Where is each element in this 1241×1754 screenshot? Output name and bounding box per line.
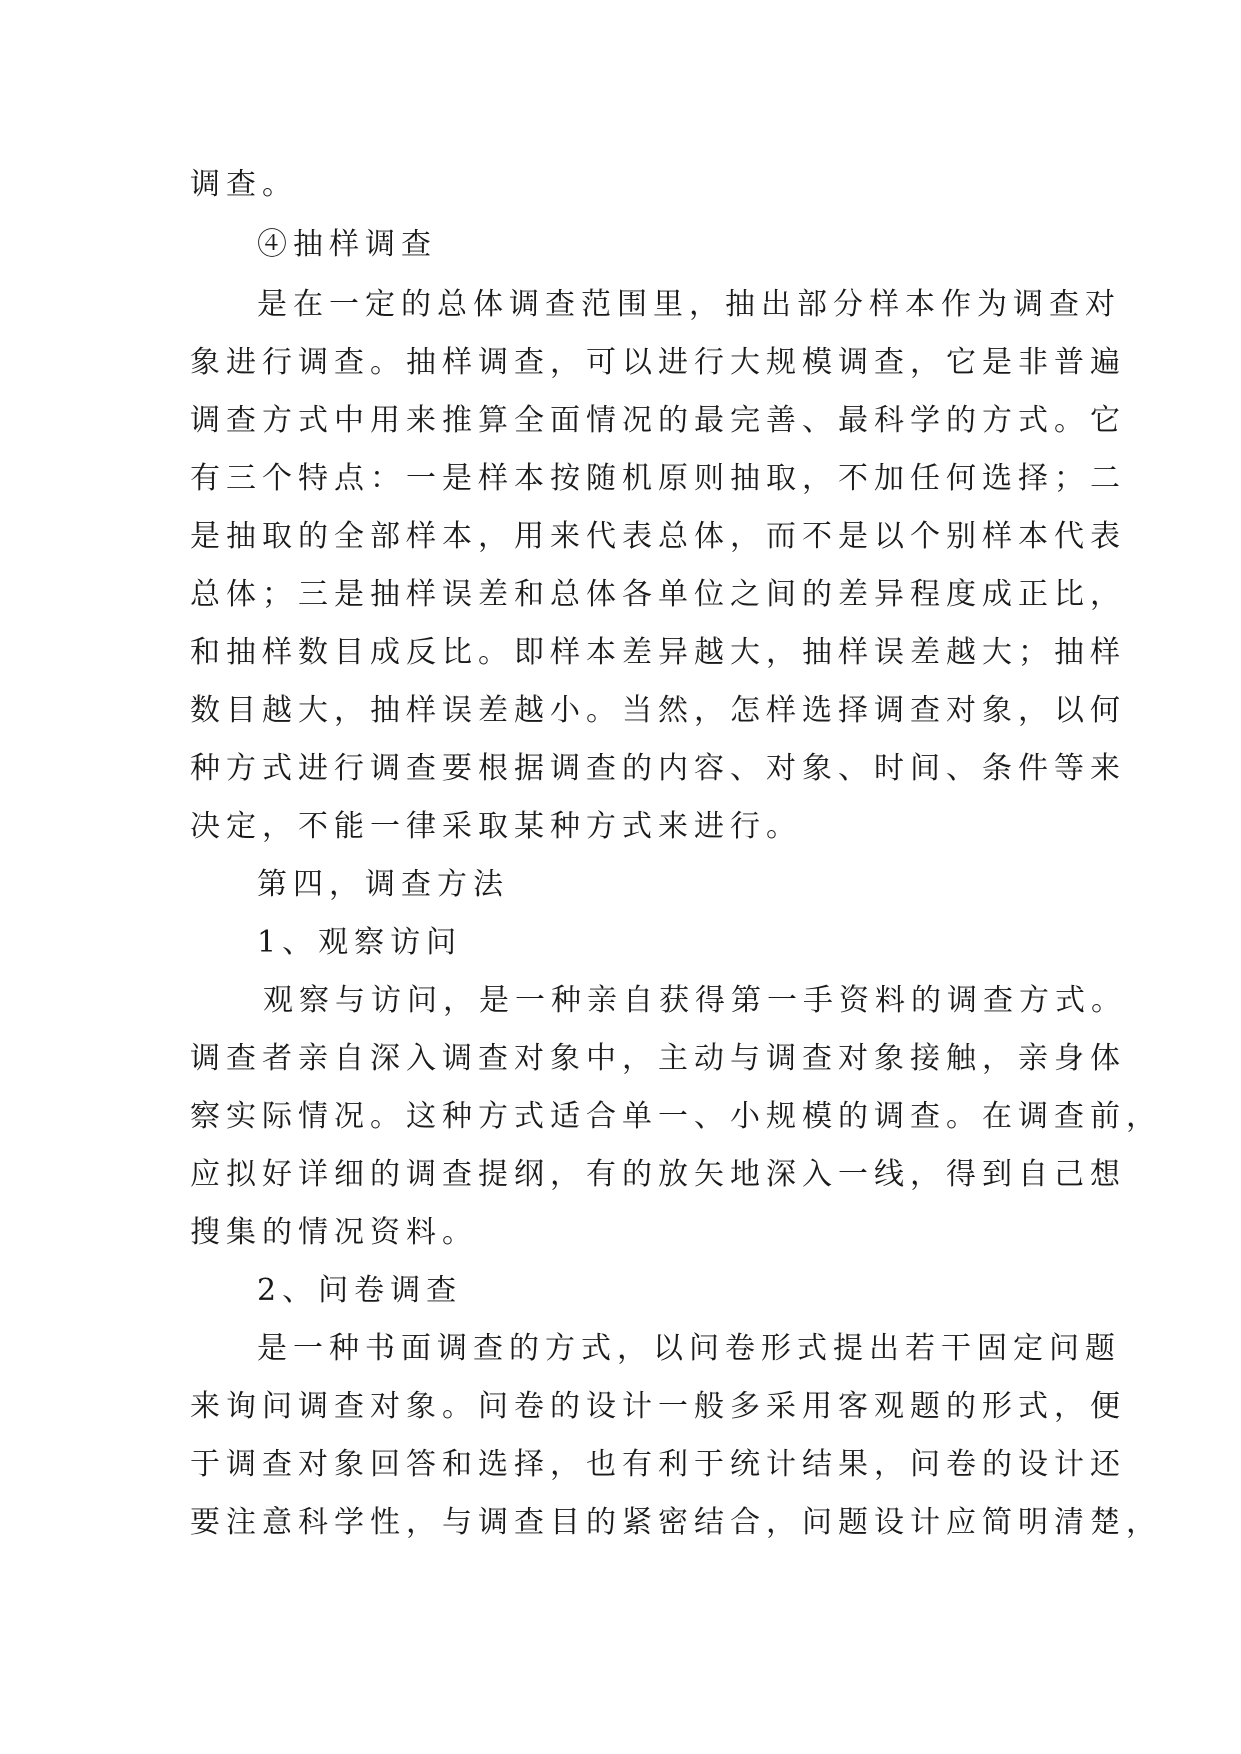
- text-line: 调查方式中用来推算全面情况的最完善、最科学的方式。它: [190, 403, 1126, 438]
- text-line: 数目越大，抽样误差越小。当然，怎样选择调查对象，以何: [190, 693, 1126, 728]
- text-line: 调查。: [190, 167, 298, 202]
- text-line: 是一种书面调查的方式，以问卷形式提出若干固定问题: [257, 1331, 1121, 1366]
- text-line: 象进行调查。抽样调查，可以进行大规模调查，它是非普遍: [190, 345, 1126, 380]
- text-line: 要注意科学性，与调查目的紧密结合，问题设计应简明清楚，: [190, 1505, 1162, 1540]
- text-line: 搜集的情况资料。: [190, 1215, 478, 1250]
- text-line: 有三个特点：一是样本按随机原则抽取，不加任何选择；二: [190, 461, 1126, 496]
- text-line: 观察与访问，是一种亲自获得第一手资料的调查方式。: [263, 983, 1127, 1018]
- subsection-heading: 1、观察访问: [257, 925, 463, 960]
- section-heading: 第四，调查方法: [257, 867, 509, 902]
- text-line: 是抽取的全部样本，用来代表总体，而不是以个别样本代表: [190, 519, 1126, 554]
- text-line: 决定，不能一律采取某种方式来进行。: [190, 809, 802, 844]
- text-line: 应拟好详细的调查提纲，有的放矢地深入一线，得到自己想: [190, 1157, 1126, 1192]
- text-line: 是在一定的总体调查范围里，抽出部分样本作为调查对: [257, 287, 1121, 322]
- section-heading: ④抽样调查: [257, 227, 437, 262]
- text-line: 总体；三是抽样误差和总体各单位之间的差异程度成正比，: [190, 577, 1126, 612]
- text-line: 来询问调查对象。问卷的设计一般多采用客观题的形式，便: [190, 1389, 1126, 1424]
- text-line: 察实际情况。这种方式适合单一、小规模的调查。在调查前，: [190, 1099, 1162, 1134]
- subsection-heading: 2、问卷调查: [257, 1273, 463, 1308]
- text-line: 于调查对象回答和选择，也有利于统计结果，问卷的设计还: [190, 1447, 1126, 1482]
- text-line: 调查者亲自深入调查对象中，主动与调查对象接触，亲身体: [190, 1041, 1126, 1076]
- text-line: 种方式进行调查要根据调查的内容、对象、时间、条件等来: [190, 751, 1126, 786]
- text-line: 和抽样数目成反比。即样本差异越大，抽样误差越大；抽样: [190, 635, 1126, 670]
